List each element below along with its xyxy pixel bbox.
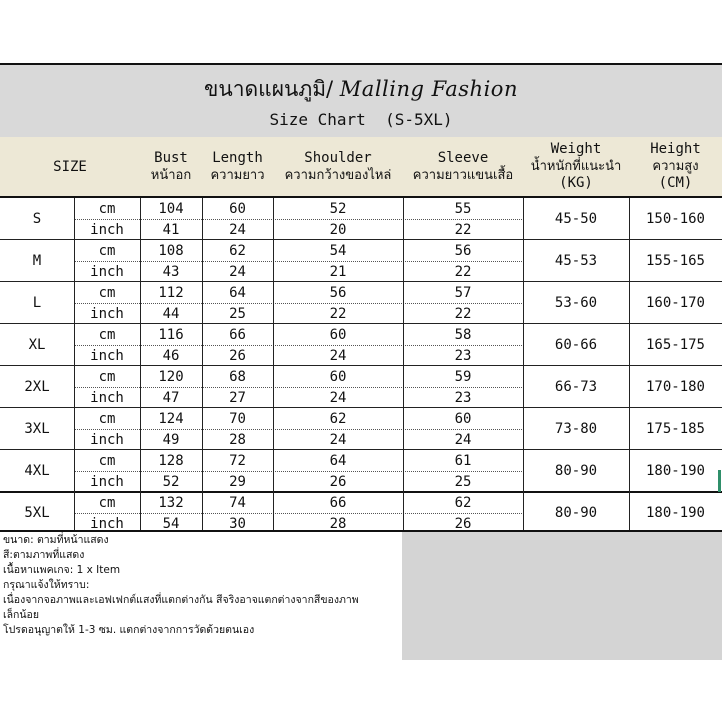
unit-cell: cm	[98, 326, 116, 343]
chart-subtitle: Size Chart (S-5XL)	[269, 110, 453, 129]
header-weight-unit: (KG)	[559, 175, 593, 191]
header-length-en: Length	[212, 149, 263, 166]
bust-cell: 116	[158, 326, 184, 343]
unit-cell: cm	[98, 452, 116, 469]
header-weight-th: น้ำหนักที่แนะนำ	[530, 159, 622, 174]
weight-cell: 45-50	[554, 211, 598, 227]
unit-cell: inch	[90, 347, 124, 364]
length-cell: 68	[229, 368, 246, 385]
row-divider	[74, 513, 522, 514]
shoulder-cell: 66	[329, 494, 347, 511]
shoulder-cell: 24	[329, 347, 347, 364]
note-line: เล็กน้อย	[3, 609, 40, 621]
length-cell: 64	[229, 284, 246, 301]
height-cell: 160-170	[645, 295, 705, 311]
shoulder-cell: 64	[329, 452, 347, 469]
row-divider	[74, 219, 522, 220]
row-divider	[74, 303, 522, 304]
sleeve-cell: 22	[454, 263, 472, 280]
bust-cell: 47	[162, 389, 180, 406]
height-cell: 175-185	[645, 421, 705, 437]
selection-marker	[718, 470, 721, 492]
row-divider	[74, 345, 522, 346]
header-height-th: ความสูง	[652, 159, 699, 174]
weight-cell: 66-73	[554, 379, 598, 395]
sleeve-cell: 60	[454, 410, 472, 427]
header-weight	[523, 137, 629, 196]
length-cell: 60	[229, 200, 246, 217]
sleeve-cell: 62	[454, 494, 472, 511]
shoulder-cell: 28	[329, 515, 347, 532]
unit-cell: inch	[90, 263, 124, 280]
bust-cell: 49	[162, 431, 180, 448]
notes-right-panel	[402, 532, 722, 660]
height-cell: 155-165	[645, 253, 705, 269]
column-divider	[140, 198, 141, 530]
size-label: 3XL	[24, 421, 50, 437]
weight-cell: 73-80	[554, 421, 598, 437]
weight-cell: 80-90	[554, 505, 598, 521]
title-band	[0, 63, 722, 137]
size-label: 5XL	[24, 505, 50, 521]
header-height	[629, 137, 722, 196]
note-line: สี:ตามภาพที่แสดง	[3, 549, 85, 561]
shoulder-cell: 24	[329, 389, 347, 406]
header-shoulder-en: Shoulder	[304, 149, 372, 166]
sleeve-cell: 55	[454, 200, 472, 217]
header-weight-en: Weight	[550, 141, 602, 157]
sleeve-cell: 56	[454, 242, 472, 259]
length-cell: 29	[229, 473, 246, 490]
sleeve-cell: 26	[454, 515, 472, 532]
length-cell: 27	[229, 389, 246, 406]
bust-cell: 46	[162, 347, 180, 364]
shoulder-cell: 20	[329, 221, 347, 238]
column-divider	[403, 198, 404, 530]
sleeve-cell: 23	[454, 347, 472, 364]
length-cell: 25	[229, 305, 246, 322]
bust-cell: 104	[158, 200, 184, 217]
bust-cell: 120	[158, 368, 184, 385]
unit-cell: inch	[90, 473, 124, 490]
unit-cell: cm	[98, 494, 116, 511]
height-cell: 165-175	[645, 337, 705, 353]
weight-cell: 53-60	[554, 295, 598, 311]
notes-panel	[0, 532, 402, 660]
header-sleeve-en: Sleeve	[437, 149, 489, 166]
shoulder-cell: 62	[329, 410, 347, 427]
header-height-unit: (CM)	[658, 175, 693, 191]
shoulder-cell: 60	[329, 326, 347, 343]
length-cell: 24	[229, 221, 246, 238]
length-cell: 26	[229, 347, 246, 364]
brand-name: Malling Fashion	[339, 77, 518, 101]
length-cell: 72	[229, 452, 246, 469]
sleeve-cell: 58	[454, 326, 472, 343]
note-line: กรุณาแจ้งให้ทราบ:	[3, 579, 90, 591]
note-line: เนื่องจากจอภาพและเอฟเฟกต์แสงที่แตกต่างกัน สีจริงอาจแตกต่างจากสีของภาพ	[3, 594, 359, 606]
height-cell: 150-160	[645, 211, 705, 227]
shoulder-cell: 52	[329, 200, 347, 217]
row-divider	[74, 429, 522, 430]
size-divider	[0, 365, 722, 366]
header-size: SIZE	[53, 158, 87, 175]
sleeve-cell: 23	[454, 389, 472, 406]
size-label: M	[32, 253, 42, 269]
length-cell: 74	[229, 494, 246, 511]
unit-cell: inch	[90, 431, 124, 448]
length-cell: 70	[229, 410, 246, 427]
size-divider	[0, 281, 722, 282]
bust-cell: 54	[162, 515, 180, 532]
sleeve-cell: 22	[454, 305, 472, 322]
unit-cell: cm	[98, 410, 116, 427]
size-label: S	[32, 211, 42, 227]
bust-cell: 43	[162, 263, 180, 280]
size-label: XL	[28, 337, 46, 353]
header-sleeve-th: ความยาวแขนเสื้อ	[412, 167, 514, 183]
column-divider	[523, 198, 524, 530]
header-bust	[140, 137, 202, 196]
header-bust-th: หน้าอก	[150, 167, 192, 183]
size-divider	[0, 407, 722, 408]
unit-cell: inch	[90, 305, 124, 322]
weight-cell: 45-53	[554, 253, 598, 269]
shoulder-cell: 60	[329, 368, 347, 385]
column-divider	[74, 198, 75, 530]
height-cell: 180-190	[645, 463, 705, 479]
shoulder-cell: 21	[329, 263, 347, 280]
size-divider	[0, 323, 722, 324]
bust-cell: 128	[158, 452, 184, 469]
note-line: โปรดอนุญาตให้ 1-3 ซม. แตกต่างจากการวัดด้วยตนเอง	[3, 624, 255, 636]
size-label: L	[32, 295, 42, 311]
size-label: 4XL	[24, 463, 50, 479]
length-cell: 62	[229, 242, 246, 259]
header-bust-en: Bust	[154, 149, 188, 166]
sleeve-cell: 61	[454, 452, 472, 469]
sleeve-cell: 59	[454, 368, 472, 385]
header-shoulder	[273, 137, 403, 196]
shoulder-cell: 56	[329, 284, 347, 301]
row-divider	[74, 387, 522, 388]
page-title	[0, 73, 722, 106]
weight-cell: 60-66	[554, 337, 598, 353]
note-line: เนื้อหาแพคเกจ: 1 x Item	[3, 564, 121, 576]
unit-cell: inch	[90, 389, 124, 406]
shoulder-cell: 54	[329, 242, 347, 259]
unit-cell: cm	[98, 200, 116, 217]
shoulder-cell: 24	[329, 431, 347, 448]
size-divider	[0, 449, 722, 450]
length-cell: 30	[229, 515, 246, 532]
column-divider	[273, 198, 274, 530]
sleeve-cell: 22	[454, 221, 472, 238]
height-cell: 180-190	[645, 505, 705, 521]
unit-cell: cm	[98, 284, 116, 301]
header-length-th: ความยาว	[210, 167, 265, 183]
length-cell: 66	[229, 326, 246, 343]
bust-cell: 44	[162, 305, 180, 322]
bust-cell: 108	[158, 242, 184, 259]
shoulder-cell: 22	[329, 305, 347, 322]
size-divider	[0, 491, 722, 493]
row-divider	[74, 261, 522, 262]
length-cell: 24	[229, 263, 246, 280]
column-divider	[629, 198, 630, 530]
unit-cell: inch	[90, 515, 124, 532]
title-thai: ขนาดแผนภูมิ/	[204, 77, 340, 101]
note-line: ขนาด: ตามที่หน้าแสดง	[3, 534, 109, 546]
header-height-en: Height	[650, 141, 701, 157]
shoulder-cell: 26	[329, 473, 347, 490]
sleeve-cell: 25	[454, 473, 472, 490]
column-divider	[202, 198, 203, 530]
size-label: 2XL	[24, 379, 50, 395]
bust-cell: 132	[158, 494, 184, 511]
weight-cell: 80-90	[554, 463, 598, 479]
unit-cell: inch	[90, 221, 124, 238]
header-sleeve	[403, 137, 523, 196]
bust-cell: 41	[162, 221, 180, 238]
sleeve-cell: 24	[454, 431, 472, 448]
header-shoulder-th: ความกว้างของไหล่	[284, 167, 392, 183]
height-cell: 170-180	[645, 379, 705, 395]
bust-cell: 52	[162, 473, 180, 490]
bust-cell: 124	[158, 410, 184, 427]
sleeve-cell: 57	[454, 284, 472, 301]
header-length	[202, 137, 273, 196]
unit-cell: cm	[98, 242, 116, 259]
size-divider	[0, 239, 722, 240]
row-divider	[74, 471, 522, 472]
length-cell: 28	[229, 431, 246, 448]
bust-cell: 112	[158, 284, 184, 301]
size-table	[0, 196, 722, 532]
unit-cell: cm	[98, 368, 116, 385]
